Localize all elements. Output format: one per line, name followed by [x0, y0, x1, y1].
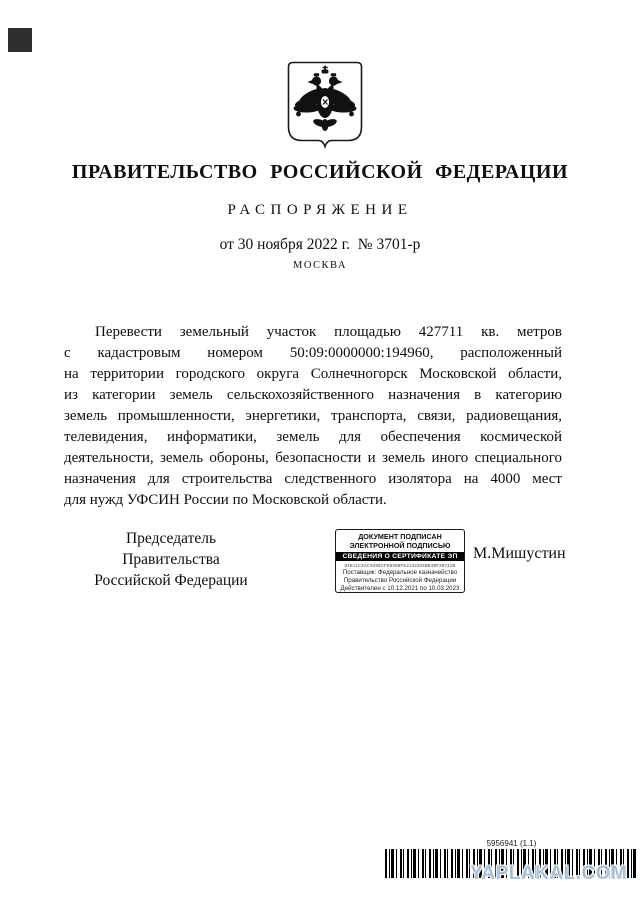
certificate-provider: Поставщик: Федеральное казначейство — [342, 569, 458, 577]
body-line: для нужд УФСИН России по Московской области. — [64, 492, 387, 508]
body-line: назначения для строительства следственного изолятора на 4000 мест — [64, 471, 562, 487]
government-title: ПРАВИТЕЛЬСТВО РОССИЙСКОЙ ФЕДЕРАЦИИ — [71, 161, 569, 183]
certificate-info-bar: СВЕДЕНИЯ О СЕРТИФИКАТЕ ЭП — [336, 552, 464, 561]
signer-position-line1: Председатель Правительства — [122, 530, 220, 568]
body-line: с кадастровым номером 50:09:0000000:194960, расположенный — [64, 345, 562, 361]
stamp-title-line2: ЭЛЕКТРОННОЙ ПОДПИСЬЮ — [349, 540, 451, 550]
site-watermark: YAPLAKAL.COM — [470, 863, 628, 884]
date-number-line: от 30 ноября 2022 г. № 3701-р — [219, 236, 421, 253]
russia-coat-of-arms-icon — [287, 61, 363, 149]
scan-corner-mark — [8, 28, 32, 52]
signer-position-line2: Российской Федерации — [94, 572, 248, 589]
digital-signature-stamp — [335, 529, 465, 593]
barcode-number: 5956941 (1.1) — [486, 839, 537, 848]
signer-position — [78, 528, 264, 591]
signer-name: М.Мишустин — [473, 545, 566, 562]
stamp-title — [336, 533, 464, 550]
certificate-owner: Правительство Российской Федерации — [343, 576, 457, 584]
body-line: телевидения, информатики, земель для обеспечения космической — [64, 429, 562, 445]
body-line: из категории земель сельскохозяйственного назначения в категорию — [64, 387, 562, 403]
decree-body — [64, 322, 562, 511]
body-line: Перевести земельный участок площадью 427711 кв. метров — [95, 324, 562, 340]
body-line: на территории городского округа Солнечногорск Московской области, — [64, 366, 562, 382]
certificate-number: 04E11C3AC5468CFE8088FE2132302BE29F29741B — [344, 563, 456, 569]
stamp-title-line1: ДОКУМЕНТ ПОДПИСАН — [358, 532, 442, 541]
body-line: земель промышленности, энергетики, транспорта, связи, радиовещания, — [64, 408, 562, 424]
city-label: МОСКВА — [293, 260, 347, 271]
certificate-validity: Действителен с 10.12.2021 по 10.03.2023 — [340, 584, 460, 592]
document-type-heading: РАСПОРЯЖЕНИЕ — [227, 202, 413, 218]
body-line: деятельности, земель обороны, безопасности и земель иного специального — [64, 450, 562, 466]
